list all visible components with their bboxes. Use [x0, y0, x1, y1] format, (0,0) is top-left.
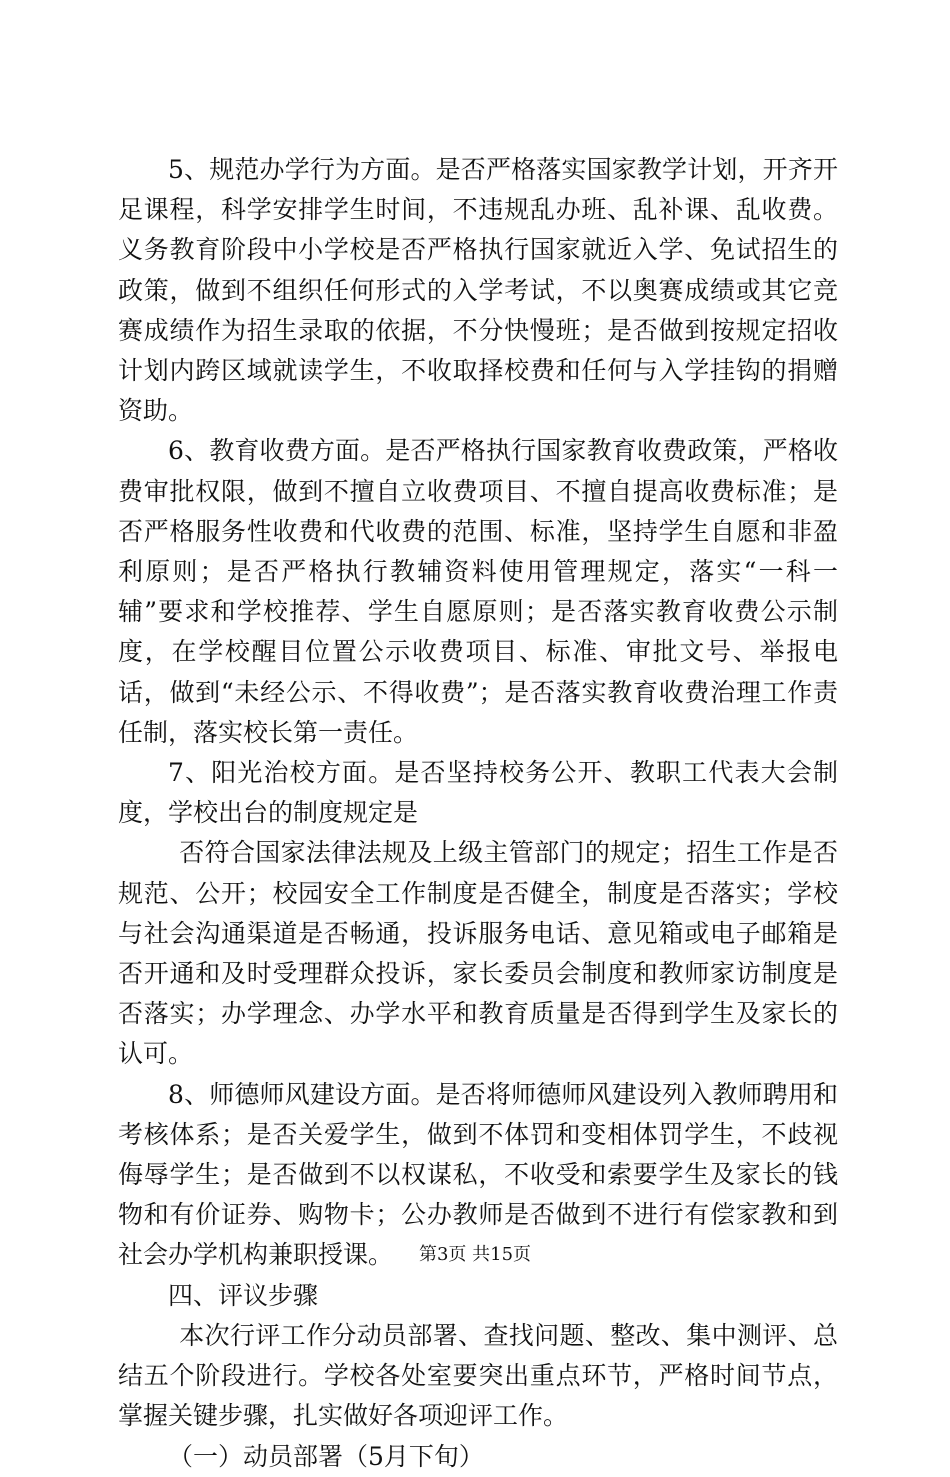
subheading-mobilization: （一）动员部署（5月下旬） [168, 1441, 484, 1471]
paragraph-sunshine-governance: 7、阳光治校方面。是否坚持校务公开、教职工代表大会制度，学校出台的制度规定是 [118, 758, 838, 828]
paragraph-education-fees: 6、教育收费方面。是否严格执行国家教育收费政策，严格收费审批权限，做到不擅自立收费项目、不擅自提高收费标准；是否严格服务性收费和代收费的范围、标准，坚持学生自愿和非盈利原则；是否严格执行教辅资料使用管理规定，落实“一科一辅”要求和学校推荐、学生自愿原则；是否落实教育收费公示制度，在学校醒目位置公示收费项目、标准、审批文号、举报电话，做到“未经公示、不得收费”；是否落实教育收费治理工作责任制，落实校长第一责任。 [118, 436, 838, 747]
page-number-footer: 第3页 共15页 [418, 1244, 532, 1265]
paragraph-standardize-school-conduct: 5、规范办学行为方面。是否严格落实国家教学计划，开齐开足课程，科学安排学生时间，不违规乱办班、乱补课、乱收费。义务教育阶段中小学校是否严格执行国家就近入学、免试招生的政策，做到不组织任何形式的入学考试，不以奥赛成绩或其它竞赛成绩作为招生录取的依据，不分快慢班；是否做到按规定招收计划内跨区域就读学生，不收取择校费和任何与入学挂钩的捐赠资助。 [118, 155, 838, 426]
paragraph-sunshine-governance-continued: 否符合国家法律法规及上级主管部门的规定；招生工作是否规范、公开；校园安全工作制度是否健全，制度是否落实；学校与社会沟通渠道是否畅通，投诉服务电话、意见箱或电子邮箱是否开通和及时受理群众投诉，家长委员会制度和教师家访制度是否落实；办学理念、办学水平和教育质量是否得到学生及家长的认可。 [118, 838, 838, 1069]
section-heading-review-steps: 四、评议步骤 [168, 1280, 319, 1310]
document-body [118, 150, 838, 1477]
paragraph-teacher-ethics: 8、师德师风建设方面。是否将师德师风建设列入教师聘用和考核体系；是否关爱学生，做到不体罚和变相体罚学生，不歧视侮辱学生；是否做到不以权谋私，不收受和索要学生及家长的钱物和有价证券、购物卡；公办教师是否做到不进行有偿家教和到社会办学机构兼职授课。 [118, 1079, 838, 1270]
paragraph-review-stages: 本次行评工作分动员部署、查找问题、整改、集中测评、总结五个阶段进行。学校各处室要突出重点环节，严格时间节点，掌握关键步骤，扎实做好各项迎评工作。 [118, 1320, 838, 1431]
